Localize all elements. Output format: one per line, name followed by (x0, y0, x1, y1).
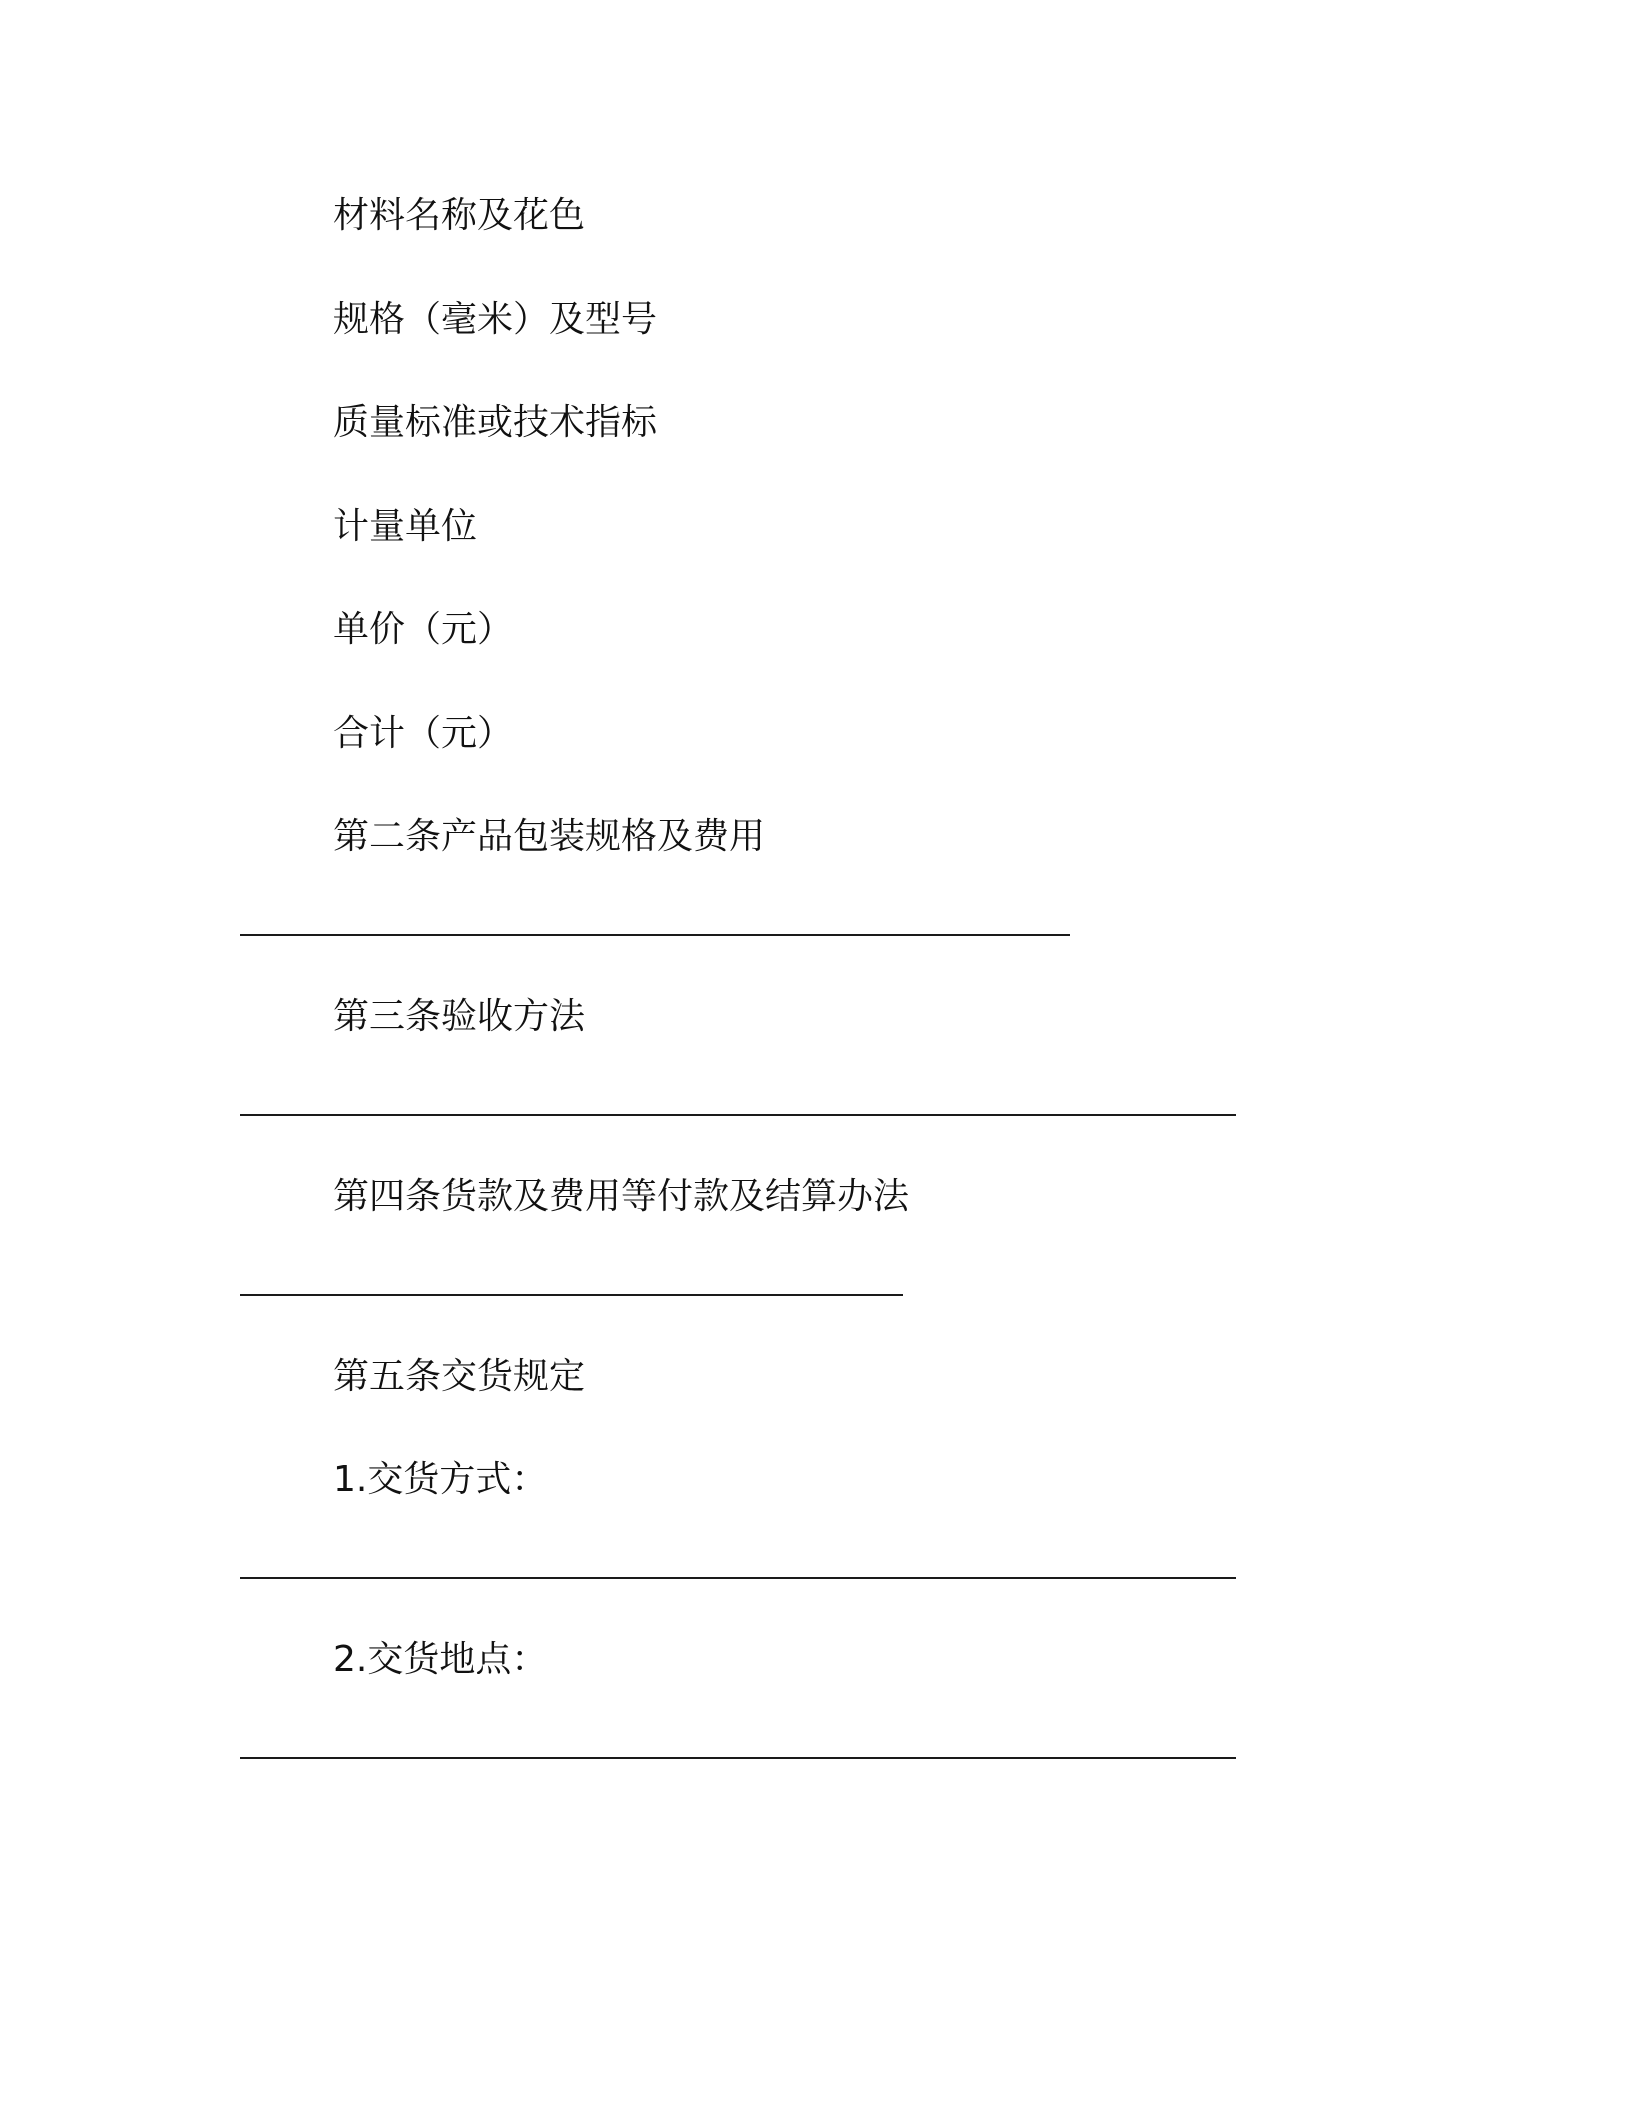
clause-5-heading: 第五条交货规定 (333, 1356, 586, 1397)
text-line-material-name: 材料名称及花色 (333, 195, 586, 236)
clause-4-heading: 第四条货款及费用等付款及结算办法 (333, 1176, 910, 1217)
fill-in-blank-line (240, 934, 1070, 936)
clause-2-heading: 第二条产品包装规格及费用 (333, 816, 766, 857)
text-line-unit-price: 单价（元） (333, 609, 514, 650)
text-line-quality-standard: 质量标准或技术指标 (333, 402, 658, 443)
fill-in-blank-line (240, 1577, 1236, 1579)
delivery-location-label: 2.交货地点： (333, 1639, 548, 1680)
fill-in-blank-line (240, 1114, 1236, 1116)
text-line-specification: 规格（毫米）及型号 (333, 299, 658, 340)
text-line-total: 合计（元） (333, 713, 514, 754)
fill-in-blank-line (240, 1294, 903, 1296)
clause-3-heading: 第三条验收方法 (333, 996, 586, 1037)
delivery-method-label: 1.交货方式： (333, 1459, 548, 1500)
text-line-unit: 计量单位 (333, 506, 478, 547)
fill-in-blank-line (240, 1757, 1236, 1759)
